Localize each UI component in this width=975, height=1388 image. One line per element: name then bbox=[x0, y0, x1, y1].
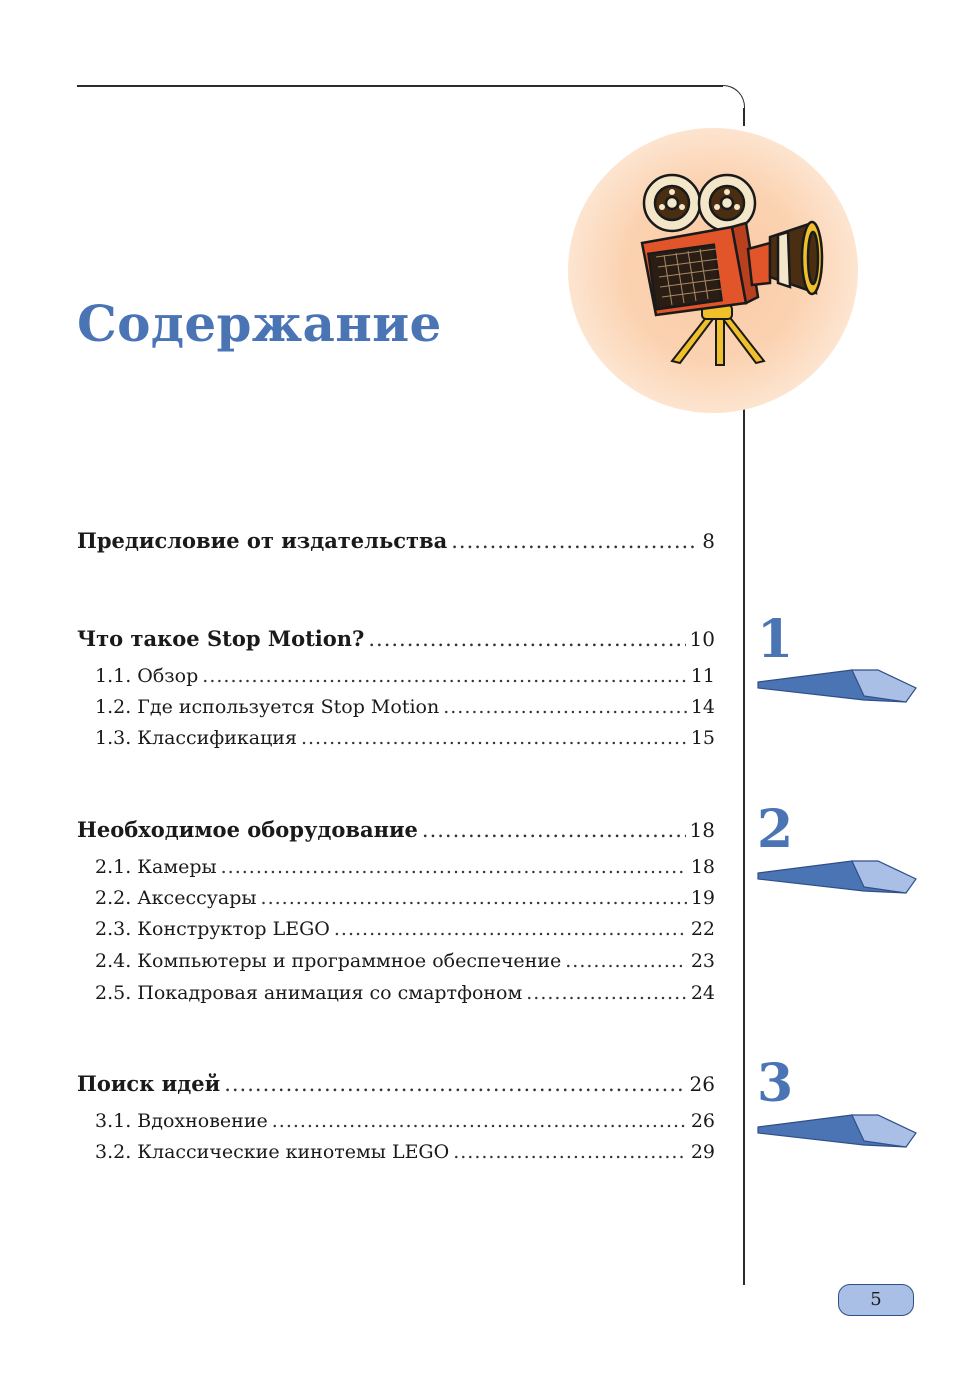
chapter-marker-3: 3 bbox=[757, 1053, 794, 1114]
toc-entry-title: 2.3. Конструктор LEGO bbox=[95, 918, 330, 940]
toc-entry-title: 2.4. Компьютеры и программное обеспечение bbox=[95, 950, 562, 972]
side-rule bbox=[743, 408, 745, 1285]
toc-entry-chapter-2[interactable] bbox=[77, 817, 715, 847]
toc-entry-page: 14 bbox=[690, 696, 715, 718]
frame-corner bbox=[721, 85, 745, 109]
toc-entry-1-1[interactable] bbox=[95, 665, 715, 693]
leader-dots bbox=[565, 950, 687, 972]
toc-entry-foreword[interactable] bbox=[77, 528, 715, 558]
leader-dots bbox=[221, 856, 687, 878]
toc-entry-page: 24 bbox=[690, 982, 715, 1004]
chapter-marker-2: 2 bbox=[757, 799, 794, 860]
film-camera-icon bbox=[620, 165, 830, 375]
toc-entry-page: 15 bbox=[690, 727, 715, 749]
toc-entry-title: 3.2. Классические кинотемы LEGO bbox=[95, 1141, 450, 1163]
toc-entry-page: 18 bbox=[690, 856, 715, 878]
leader-dots bbox=[301, 727, 687, 749]
toc-entry-2-5[interactable] bbox=[95, 982, 715, 1010]
toc-entry-page: 18 bbox=[689, 818, 715, 842]
toc-entry-3-2[interactable] bbox=[95, 1141, 715, 1169]
leader-dots bbox=[334, 918, 687, 940]
toc-entry-title: 1.2. Где используется Stop Motion bbox=[95, 696, 440, 718]
top-rule bbox=[77, 85, 723, 87]
toc-entry-page: 23 bbox=[690, 950, 715, 972]
toc-entry-title: 1.1. Обзор bbox=[95, 665, 199, 687]
toc-entry-title: 2.5. Покадровая анимация со смартфоном bbox=[95, 982, 523, 1004]
toc-entry-title: Необходимое оборудование bbox=[77, 817, 418, 842]
toc-entry-page: 26 bbox=[690, 1110, 715, 1132]
toc-entry-2-4[interactable] bbox=[95, 950, 715, 978]
leader-dots bbox=[202, 665, 687, 687]
toc-entry-2-2[interactable] bbox=[95, 887, 715, 915]
leader-dots bbox=[368, 627, 685, 651]
leader-dots bbox=[453, 1141, 687, 1163]
toc-entry-chapter-3[interactable] bbox=[77, 1071, 715, 1101]
toc-entry-page: 11 bbox=[690, 665, 715, 687]
toc-entry-page: 19 bbox=[690, 887, 715, 909]
toc-entry-title: Предисловие от издательства bbox=[77, 528, 448, 553]
toc-entry-page: 22 bbox=[690, 918, 715, 940]
toc-entry-3-1[interactable] bbox=[95, 1110, 715, 1138]
side-rule-top bbox=[743, 108, 745, 126]
leader-dots bbox=[224, 1072, 685, 1096]
toc-entry-chapter-1[interactable] bbox=[77, 626, 715, 656]
toc-entry-title: 1.3. Классификация bbox=[95, 727, 297, 749]
toc-entry-title: 3.1. Вдохновение bbox=[95, 1110, 268, 1132]
page-number-badge: 5 bbox=[838, 1284, 914, 1316]
toc-entry-page: 10 bbox=[689, 627, 715, 651]
toc-entry-2-1[interactable] bbox=[95, 856, 715, 884]
toc-entry-title: 2.2. Аксессуары bbox=[95, 887, 257, 909]
leader-dots bbox=[526, 982, 687, 1004]
leader-dots bbox=[451, 529, 698, 553]
toc-entry-2-3[interactable] bbox=[95, 918, 715, 946]
leader-dots bbox=[422, 818, 686, 842]
toc-entry-page: 26 bbox=[689, 1072, 715, 1096]
toc-entry-title: Что такое Stop Motion? bbox=[77, 626, 365, 651]
toc-entry-title: Поиск идей bbox=[77, 1071, 221, 1096]
toc-entry-1-2[interactable] bbox=[95, 696, 715, 724]
chapter-tab-2 bbox=[756, 857, 918, 897]
page-title: Содержание bbox=[77, 294, 442, 353]
chapter-tab-1 bbox=[756, 666, 918, 706]
toc-entry-1-3[interactable] bbox=[95, 727, 715, 755]
chapter-marker-1: 1 bbox=[757, 609, 794, 670]
chapter-tab-3 bbox=[756, 1111, 918, 1151]
leader-dots bbox=[261, 887, 687, 909]
leader-dots bbox=[443, 696, 687, 718]
toc-entry-page: 29 bbox=[690, 1141, 715, 1163]
leader-dots bbox=[272, 1110, 687, 1132]
toc-entry-page: 8 bbox=[702, 529, 715, 553]
toc-entry-title: 2.1. Камеры bbox=[95, 856, 217, 878]
